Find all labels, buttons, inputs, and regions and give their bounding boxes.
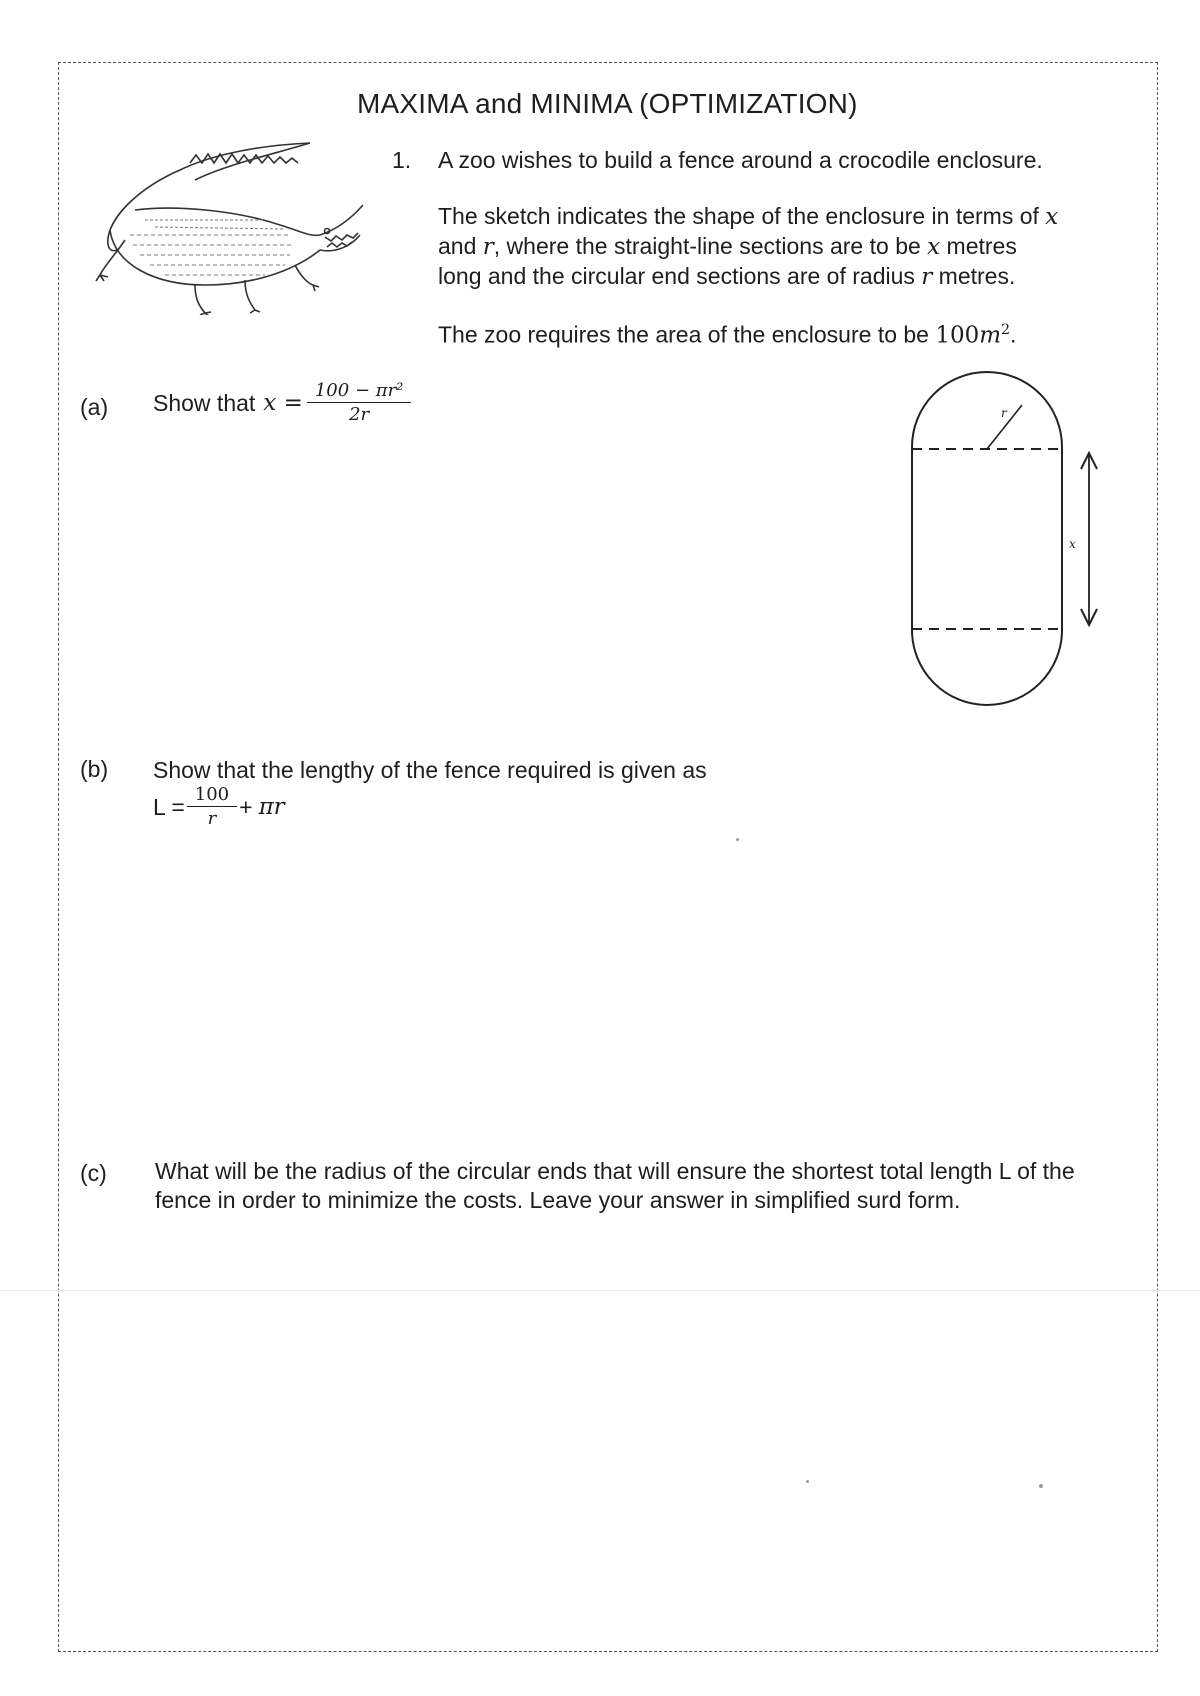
sketch-text-2: , where the straight-line sections are to be xyxy=(493,233,921,259)
scan-speck xyxy=(806,1480,809,1483)
question-number: 1. xyxy=(392,147,412,173)
area-text: The zoo requires the area of the enclosure to be xyxy=(438,321,929,348)
part-b-numerator: 100 xyxy=(194,784,230,805)
part-b-term: πr xyxy=(258,794,285,820)
part-b-text: Show that the lengthy of the fence required is given as xyxy=(153,757,707,783)
diagram-radius-label: r xyxy=(1001,406,1007,420)
sketch-text-1: The sketch indicates the shape of the enclosure in terms of xyxy=(438,203,1039,229)
part-b-denominator: r xyxy=(187,806,237,831)
part-a-denominator: 2r xyxy=(307,402,412,427)
part-a-text: Show that xyxy=(153,390,256,416)
area-value: 100 xyxy=(935,322,980,349)
and-word: and xyxy=(438,233,477,259)
part-c-text xyxy=(155,1157,1140,1215)
sketch-line-1 xyxy=(438,202,1118,232)
scan-speck xyxy=(736,838,739,841)
part-b-plus: + xyxy=(239,794,253,820)
part-b-label: (b) xyxy=(80,756,109,782)
sketch-text-3: long and the circular end sections are of radius xyxy=(438,263,915,289)
part-c-line-2: fence in order to minimize the costs. Leave your answer in simplified surd form. xyxy=(155,1187,961,1213)
sketch-line-2 xyxy=(438,232,1118,262)
part-b-lhs: L = xyxy=(153,794,185,820)
part-b-fraction xyxy=(191,784,233,831)
part-c-label: (c) xyxy=(80,1160,107,1186)
question-intro: A zoo wishes to build a fence around a crocodile enclosure. xyxy=(438,147,1043,173)
area-requirement xyxy=(438,316,1016,351)
metres-word: metres xyxy=(946,233,1017,259)
scan-speck xyxy=(1039,1484,1043,1488)
page-title: MAXIMA and MINIMA (OPTIMIZATION) xyxy=(357,88,858,119)
part-a-numerator: 100 − πr² xyxy=(314,380,404,401)
var-r-2: r xyxy=(921,264,933,290)
area-dot: . xyxy=(1010,321,1017,348)
var-x: x xyxy=(1045,204,1059,230)
enclosure-outline xyxy=(912,372,1062,705)
area-unit: m xyxy=(979,322,1002,349)
part-a-fraction xyxy=(311,380,408,427)
crocodile-illustration xyxy=(95,135,365,315)
part-c-line-1: What will be the radius of the circular ends that will ensure the shortest total length L of the xyxy=(155,1158,1075,1184)
sketch-line-3 xyxy=(438,262,1118,292)
part-a-label: (a) xyxy=(80,394,109,420)
area-exponent: 2 xyxy=(1001,322,1011,338)
part-a-lhs: x = xyxy=(263,390,303,416)
question-sketch-description xyxy=(438,202,1118,292)
var-r: r xyxy=(482,234,494,260)
part-b-formula xyxy=(153,784,285,831)
part-a-statement xyxy=(153,380,407,427)
scan-fold-line xyxy=(0,1290,1200,1291)
var-x-2: x xyxy=(927,234,941,260)
diagram-length-label: x xyxy=(1069,537,1076,551)
metres-end: metres. xyxy=(938,263,1016,289)
